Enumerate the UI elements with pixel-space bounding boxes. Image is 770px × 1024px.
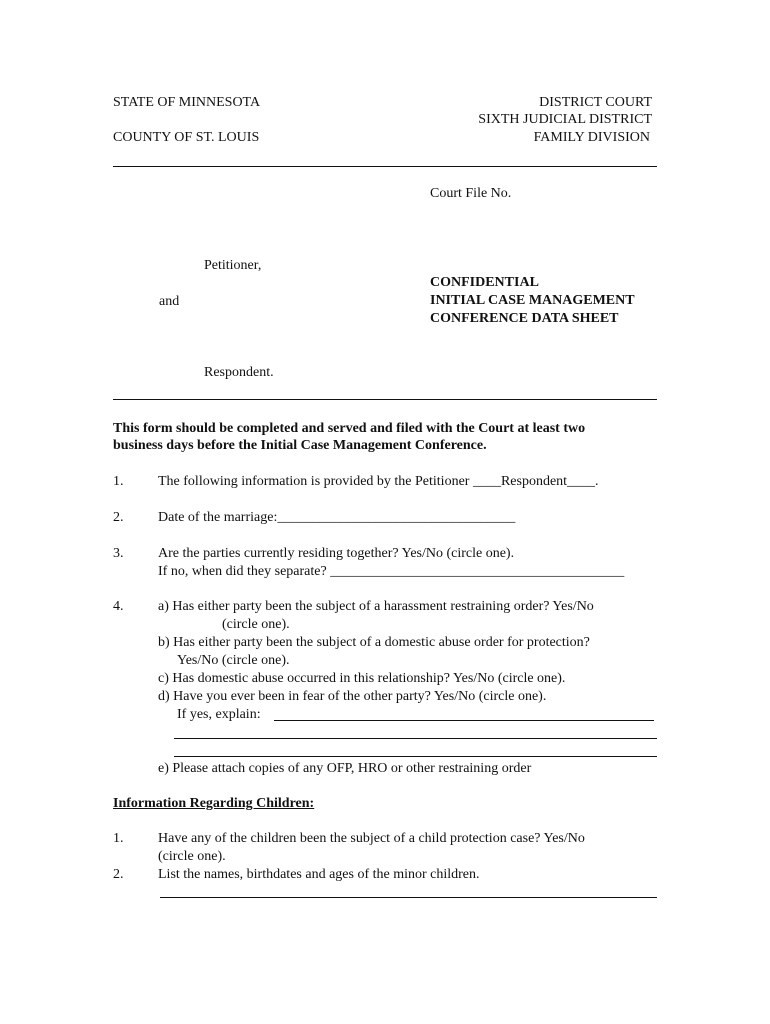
division-label: FAMILY DIVISION <box>533 130 650 145</box>
instructions-line-2: business days before the Initial Case Management Conference. <box>113 438 487 453</box>
item-4d-explain-label: If yes, explain: <box>177 707 261 722</box>
petitioner-label: Petitioner, <box>204 258 262 273</box>
children-item-1-text: Have any of the children been the subject of a child protection case? Yes/No <box>158 831 585 846</box>
caption-divider <box>113 399 657 400</box>
item-3-text: Are the parties currently residing together? Yes/No (circle one). <box>158 546 515 561</box>
state-label: STATE OF MINNESOTA <box>113 95 261 110</box>
children-item-2-number: 2. <box>113 867 124 882</box>
item-2-text: Date of the marriage:__________________________________ <box>158 510 516 525</box>
explain-blank-line-3 <box>174 756 657 757</box>
children-item-1-number: 1. <box>113 831 124 846</box>
instructions-line-1: This form should be completed and served and filed with the Court at least two <box>113 421 586 436</box>
children-item-2-text: List the names, birthdates and ages of the minor children. <box>158 867 480 882</box>
and-label: and <box>159 294 180 309</box>
district-label: SIXTH JUDICIAL DISTRICT <box>478 112 652 127</box>
item-4a-text: a) Has either party been the subject of a harassment restraining order? Yes/No <box>158 599 594 614</box>
item-4b-text: b) Has either party been the subject of a domestic abuse order for protection? <box>158 635 590 650</box>
court-file-no-label: Court File No. <box>430 186 512 201</box>
children-blank-line <box>160 897 657 898</box>
item-3-separate-line: If no, when did they separate? __________________________________________ <box>158 564 625 579</box>
item-4a-circle-one: (circle one). <box>222 617 290 632</box>
county-label: COUNTY OF ST. LOUIS <box>113 130 260 145</box>
doc-title-confidential: CONFIDENTIAL <box>430 275 539 290</box>
doc-title-line-2: INITIAL CASE MANAGEMENT <box>430 293 635 308</box>
doc-title-line-3: CONFERENCE DATA SHEET <box>430 311 619 326</box>
item-3-number: 3. <box>113 546 124 561</box>
item-2-number: 2. <box>113 510 124 525</box>
children-item-1-circle-one: (circle one). <box>158 849 226 864</box>
explain-blank-line-2 <box>174 738 657 739</box>
item-4e-text: e) Please attach copies of any OFP, HRO or other restraining order <box>158 761 532 776</box>
respondent-label: Respondent. <box>204 365 274 380</box>
item-4d-text: d) Have you ever been in fear of the other party? Yes/No (circle one). <box>158 689 547 704</box>
header-divider <box>113 166 657 167</box>
item-4b-yes-no: Yes/No (circle one). <box>177 653 290 668</box>
children-heading: Information Regarding Children: <box>113 796 315 811</box>
item-1-text: The following information is provided by the Petitioner ____Respondent____. <box>158 474 599 489</box>
item-1-number: 1. <box>113 474 124 489</box>
court-label: DISTRICT COURT <box>539 95 652 110</box>
item-4c-text: c) Has domestic abuse occurred in this relationship? Yes/No (circle one). <box>158 671 566 686</box>
item-4-number: 4. <box>113 599 124 614</box>
explain-blank-line-1 <box>274 720 654 721</box>
